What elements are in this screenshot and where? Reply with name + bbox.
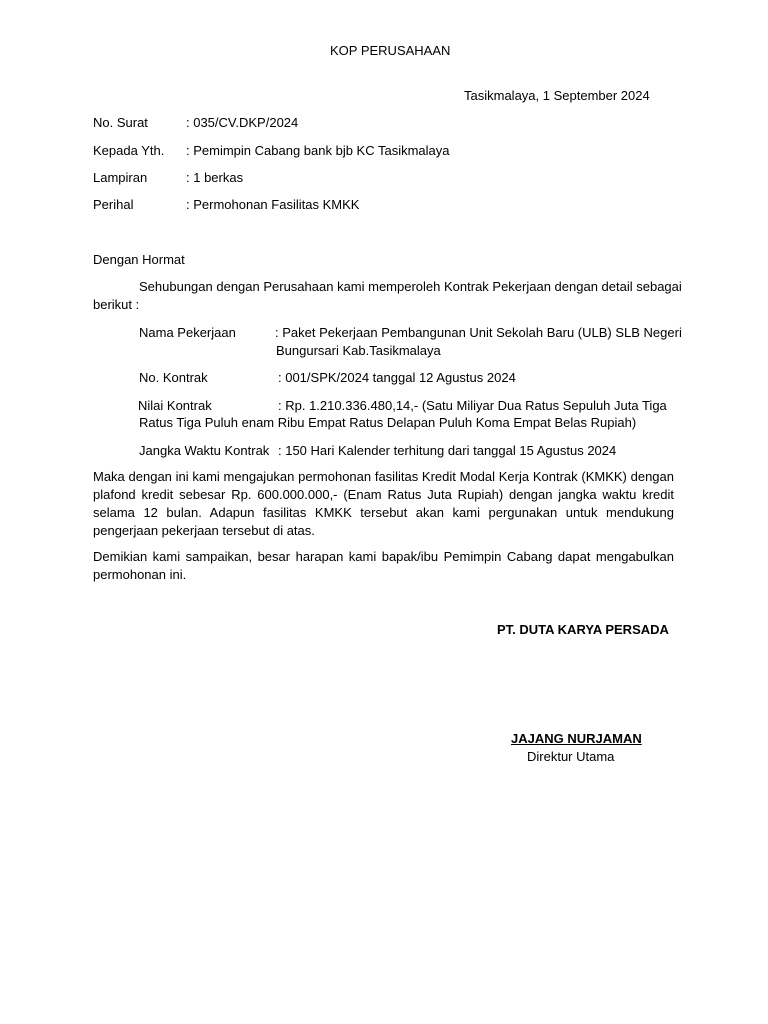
detail-value-nilai-kontrak: : Rp. 1.210.336.480,14,- (Satu Miliyar Dua Ratus Sepuluh Juta Tiga bbox=[278, 398, 667, 413]
detail-value-jangka-waktu: : 150 Hari Kalender terhitung dari tanggal 15 Agustus 2024 bbox=[278, 443, 617, 458]
header-value-perihal: : Permohonan Fasilitas KMKK bbox=[186, 197, 360, 212]
signatory-title: Direktur Utama bbox=[527, 749, 615, 764]
closing-paragraph: Demikian kami sampaikan, besar harapan kami bapak/ibu Pemimpin Cabang dapat mengabulkan permohonan ini. bbox=[93, 549, 674, 582]
salutation: Dengan Hormat bbox=[93, 252, 185, 267]
detail-value-nama-pekerjaan: : Paket Pekerjaan Pembangunan Unit Sekolah Baru (ULB) SLB Negeri bbox=[275, 325, 682, 340]
header-label-no-surat: No. Surat bbox=[93, 115, 148, 130]
header-value-lampiran: : 1 berkas bbox=[186, 170, 244, 185]
header-label-lampiran: Lampiran bbox=[93, 170, 148, 185]
body-paragraph: Maka dengan ini kami mengajukan permohonan fasilitas Kredit Modal Kerja Kontrak (KMKK) dengan plafond kredit sebesar Rp. 600.000.000,- (Enam Ratus Juta Rupiah) dengan jangka waktu kredit selama 12 bulan. Adapun fasilitas KMKK tersebut akan kami pergunakan untuk mendukung pengerjaan pekerjaan tersebut di atas. bbox=[93, 469, 674, 538]
place-date: Tasikmalaya, 1 September 2024 bbox=[464, 88, 650, 103]
letterhead: KOP PERUSAHAAN bbox=[330, 43, 451, 58]
detail-label-jangka-waktu: Jangka Waktu Kontrak bbox=[139, 443, 270, 458]
header-value-no-surat: : 035/CV.DKP/2024 bbox=[186, 115, 299, 130]
detail-value-nama-pekerjaan-cont: Bungursari Kab.Tasikmalaya bbox=[276, 343, 441, 358]
detail-label-nama-pekerjaan: Nama Pekerjaan bbox=[139, 325, 236, 340]
detail-label-nilai-kontrak: Nilai Kontrak bbox=[138, 398, 212, 413]
intro-line-2: berikut : bbox=[93, 297, 140, 312]
detail-label-no-kontrak: No. Kontrak bbox=[139, 370, 208, 385]
header-value-kepada: : Pemimpin Cabang bank bjb KC Tasikmalaya bbox=[186, 143, 450, 158]
header-label-kepada: Kepada Yth. bbox=[93, 143, 165, 158]
intro-line-1: Sehubungan dengan Perusahaan kami memperoleh Kontrak Pekerjaan dengan detail sebagai bbox=[139, 279, 682, 294]
header-label-perihal: Perihal bbox=[93, 197, 134, 212]
company-name: PT. DUTA KARYA PERSADA bbox=[497, 622, 669, 637]
detail-value-no-kontrak: : 001/SPK/2024 tanggal 12 Agustus 2024 bbox=[278, 370, 516, 385]
detail-value-nilai-kontrak-cont: Ratus Tiga Puluh enam Ribu Empat Ratus Delapan Puluh Koma Empat Belas Rupiah) bbox=[139, 415, 637, 430]
signatory-name: JAJANG NURJAMAN bbox=[511, 731, 642, 746]
